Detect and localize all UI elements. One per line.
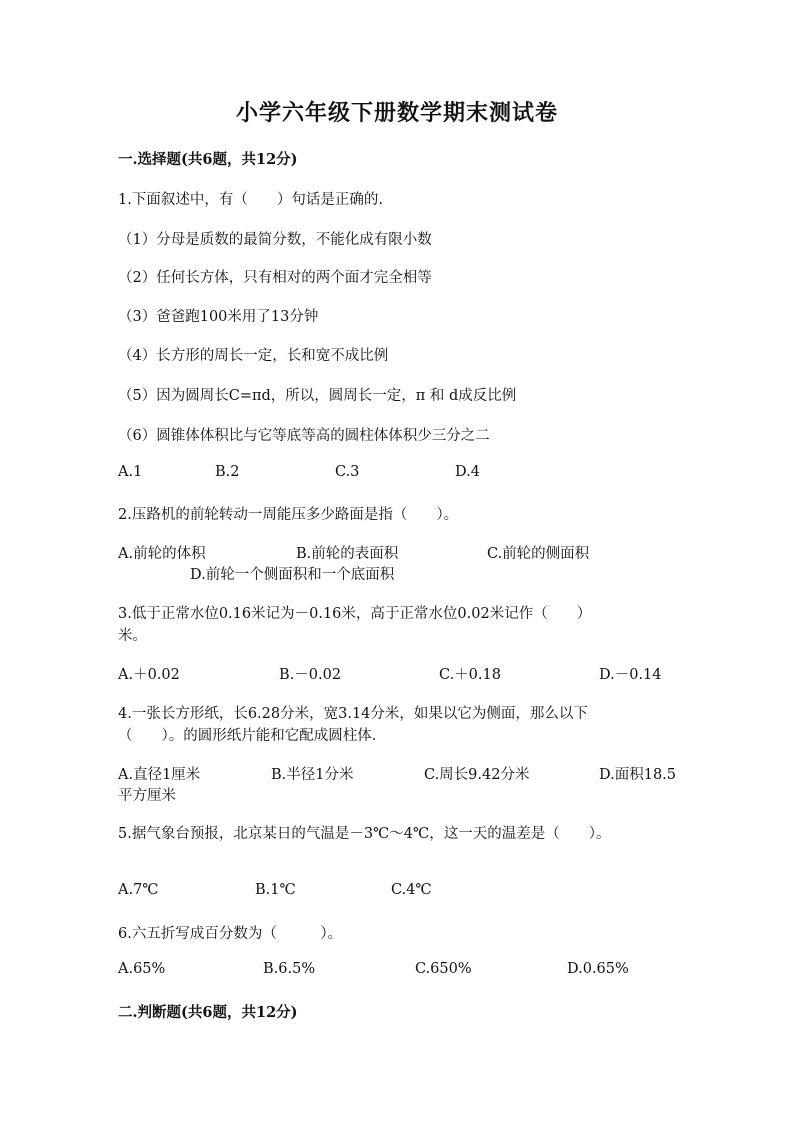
question-1-stem: 1.下面叙述中，有（ ）句话是正确的. [118,192,383,208]
question-2-option-d: D.前轮一个侧面积和一个底面积 [190,567,395,583]
question-4-stem-line-1: 4.一张长方形纸，长6.28分米，宽3.14分米，如果以它为侧面，那么以下 [118,706,588,722]
question-3-stem-line-1: 3.低于正常水位0.16米记为－0.16米，高于正常水位0.02米记作（ ） [118,606,592,622]
question-1-statement-5: （5）因为圆周长C=πd，所以，圆周长一定，π 和 d成反比例 [118,388,517,404]
question-6-stem: 6.六五折写成百分数为（ ）。 [118,926,343,942]
question-1-option-c: C.3 [335,464,360,480]
question-1-statement-2: （2）任何长方体，只有相对的两个面才完全相等 [118,270,432,286]
question-4-option-d-continued: 平方厘米 [118,788,176,804]
section-heading-true-false: 二.判断题(共6题，共12分) [118,1004,298,1021]
question-4-option-c: C.周长9.42分米 [424,767,530,783]
question-4-option-a: A.直径1厘米 [118,767,201,783]
question-2-option-a: A.前轮的体积 [118,546,206,562]
question-3-option-a: A.＋0.02 [118,667,180,683]
question-5-option-a: A.7℃ [118,882,159,898]
question-4-option-d: D.面积18.5 [599,767,677,783]
question-1-option-d: D.4 [455,464,480,480]
page-title: 小学六年级下册数学期末测试卷 [235,100,558,126]
question-2-option-b: B.前轮的表面积 [296,546,399,562]
question-1-option-b: B.2 [215,464,240,480]
question-6-option-c: C.650% [415,961,472,977]
question-3-stem-line-2: 米。 [118,628,147,644]
section-heading-choice: 一.选择题(共6题，共12分) [118,151,298,168]
question-3-option-c: C.＋0.18 [439,667,501,683]
question-3-option-b: B.－0.02 [279,667,342,683]
question-1-statement-1: （1）分母是质数的最简分数，不能化成有限小数 [118,232,432,248]
question-1-statement-4: （4）长方形的周长一定，长和宽不成比例 [118,348,389,364]
question-6-option-d: D.0.65% [567,961,629,977]
question-1-statement-6: （6）圆锥体体积比与它等底等高的圆柱体体积少三分之二 [118,428,490,444]
question-2-option-c: C.前轮的侧面积 [487,546,590,562]
question-5-option-b: B.1℃ [255,882,296,898]
question-2-stem: 2.压路机的前轮转动一周能压多少路面是指（ ）。 [118,507,459,523]
question-3-option-d: D.－0.14 [599,667,662,683]
question-6-option-b: B.6.5% [263,961,316,977]
question-4-option-b: B.半径1分米 [271,767,354,783]
question-4-stem-line-2: （ ）。的圆形纸片能和它配成圆柱体. [118,728,377,744]
question-5-stem: 5.据气象台预报，北京某日的气温是－3℃～4℃，这一天的温差是（ ）。 [118,826,611,842]
question-5-option-c: C.4℃ [391,882,432,898]
question-1-option-a: A.1 [118,464,143,480]
question-1-statement-3: （3）爸爸跑100米用了13分钟 [118,309,319,325]
question-6-option-a: A.65% [118,961,166,977]
